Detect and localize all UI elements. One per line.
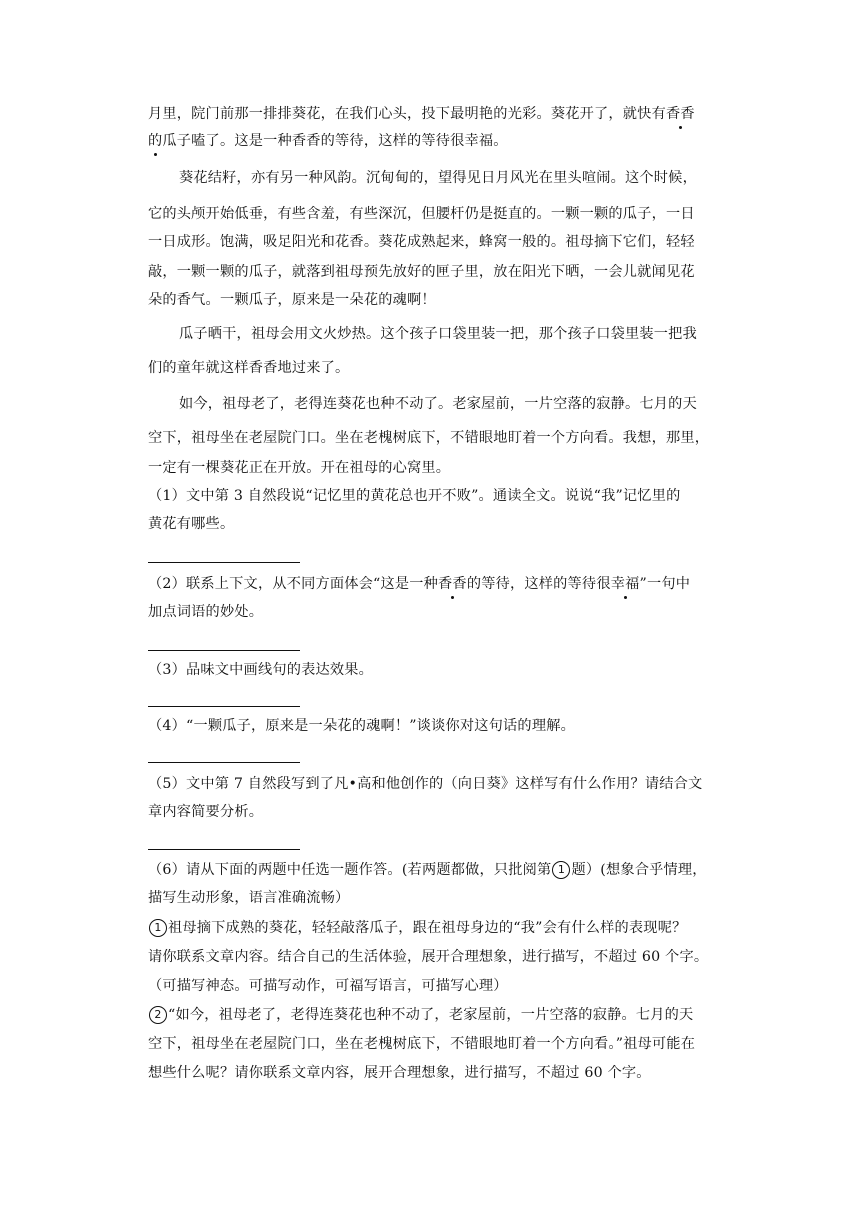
passage-p4-line: 一定有一棵葵花正在开放。开在祖母的心窝里。: [148, 460, 451, 476]
passage-p2-line: 一日成形。饱满，吸足阳光和花香。葵花成熟起来，蜂窝一般的。祖母摘下它们，轻轻: [148, 234, 695, 250]
circled-number-2: 2: [149, 1006, 167, 1024]
question-4: （4）“一颗瓜子，原来是一朵花的魂啊！”谈谈你对这句话的理解。: [148, 718, 575, 734]
emphasis-dot-word: 幸福: [610, 576, 640, 592]
option-2-line1: 2 “如今，祖母老了，老得连葵花也种不动了，老家屋前，一片空落的寂静。七月的天: [148, 1005, 693, 1025]
passage-p4-line: 如今，祖母老了，老得连葵花也种不动了。老家屋前，一片空落的寂静。七月的天: [179, 396, 697, 412]
question-2-line1: （2）联系上下文，从不同方面体会“这是一种香香的等待，这样的等待很幸福”一句中: [148, 576, 691, 592]
question-1-line: 黄花有哪些。: [148, 516, 235, 532]
circled-number-1: 1: [149, 919, 167, 937]
option-1-line: （可描写神态。可描写动作，可福写语言，可描写心理）: [148, 978, 508, 994]
question-5-line: （5）文中第 7 自然段写到了凡•高和他创作的（向日葵》这样写有什么作用？请结合文: [148, 776, 703, 792]
emphasis-dot-word: 的: [148, 133, 163, 149]
option-1-line1: 1 祖母摘下成熟的葵花，轻轻敲落瓜子，跟在祖母身边的“我”会有什么样的表现呢？: [148, 918, 686, 938]
question-5-line: 章内容简要分析。: [148, 804, 264, 820]
answer-line[interactable]: [148, 706, 300, 707]
passage-p2-line: 它的头颅开始低垂，有些含羞，有些深沉，但腰杆仍是挺直的。一颗一颗的瓜子，一日: [148, 206, 695, 222]
emphasis-dot-word: 香香: [665, 106, 695, 122]
passage-p3-line: 瓜子晒干，祖母会用文火炒热。这个孩子口袋里装一把，那个孩子口袋里装一把我: [179, 326, 697, 342]
option-2-line: 空下，祖母坐在老屋院门口，坐在老槐树底下，不错眼地盯着一个方向看。”祖母可能在: [148, 1036, 696, 1052]
answer-line[interactable]: [148, 762, 300, 763]
emphasis-dot-word: 香香: [438, 576, 467, 592]
answer-line[interactable]: [148, 562, 300, 563]
passage-p4-line: 空下，祖母坐在老屋院门口。坐在老槐树底下，不错眼地盯着一个方向看。我想，那里，: [148, 430, 710, 446]
question-6-line2: 描写生动形象，语言准确流畅）: [148, 890, 350, 906]
option-2-line: 想些什么呢？请你联系文章内容，展开合理想象，进行描写，不超过 60 个字。: [148, 1065, 651, 1081]
question-6-line1: （6）请从下面的两题中任选一题作答。(若两题都做，只批阅第 1 题）(想象合乎情理，: [148, 862, 707, 878]
question-3: （3）品味文中画线句的表达效果。: [148, 662, 374, 678]
passage-p2-line: 朵的香气。一颗瓜子，原来是一朵花的魂啊！: [148, 292, 436, 308]
answer-line[interactable]: [148, 650, 300, 651]
passage-p3-line: 们的童年就这样香香地过来了。: [148, 360, 350, 376]
question-1-line: （1）文中第 3 自然段说“记忆里的黄花总也开不败”。通读全文。说说“我”记忆里的: [148, 488, 681, 504]
circled-number-1: 1: [552, 861, 570, 879]
answer-line[interactable]: [148, 849, 300, 850]
option-1-line: 请你联系文章内容。结合自己的生活体验，展开合理想象，进行描写，不超过 60 个字。: [148, 949, 709, 965]
passage-p2-line: 敲，一颗一颗的瓜子，就落到祖母预先放好的匣子里，放在阳光下晒，一会儿就闻见花: [148, 264, 695, 280]
question-2-line2: 加点词语的妙处。: [148, 604, 264, 620]
passage-p1-line2: 的瓜子嗑了。这是一种香香的等待，这样的等待很幸福。: [148, 133, 508, 149]
passage-p2-line: 葵花结籽，亦有另一种风韵。沉甸甸的，望得见日月风光在里头喧闹。这个时候，: [179, 170, 697, 186]
passage-p1-line1: 月里，院门前那一排排葵花，在我们心头，投下最明艳的光彩。葵花开了，就快有香香: [148, 106, 695, 122]
